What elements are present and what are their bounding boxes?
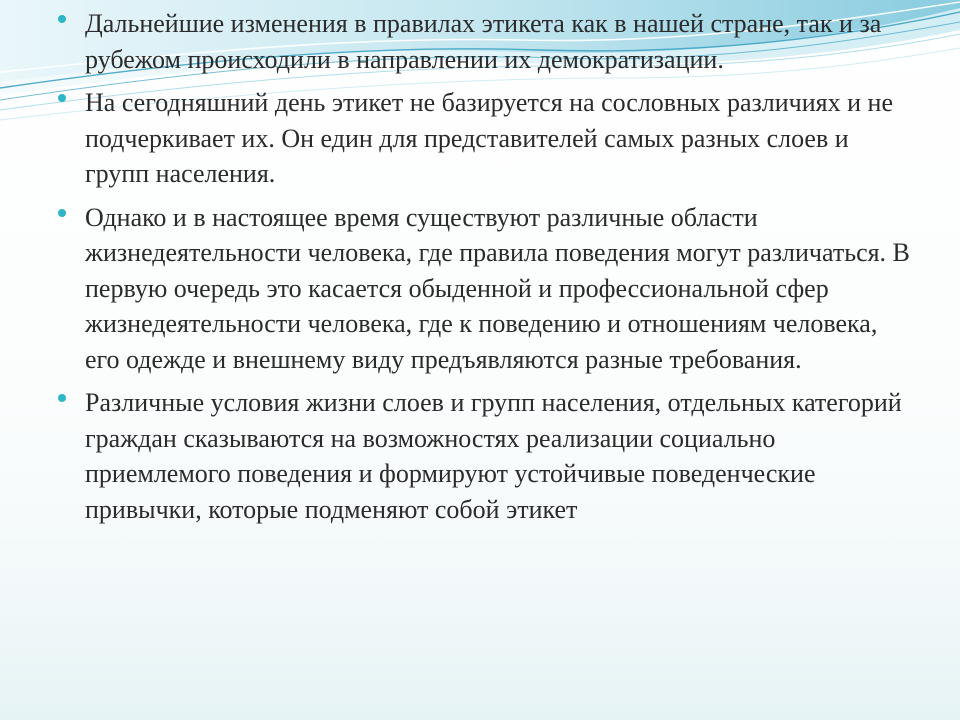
bullet-text-4: Различные условия жизни слоев и групп населения, отдельных категорий граждан сказываются на возможностях реализации социально приемлемого поведения и формируют устойчивые поведенческие привычки, которые подменяют собой этикет <box>85 388 902 524</box>
bullet-item-1 <box>58 6 918 77</box>
bullet-text-1: Дальнейшие изменения в правилах этикета как в нашей стране, так и за рубежом происходили в направлении их демократизации. <box>85 9 882 74</box>
bullet-item-3 <box>58 200 918 378</box>
bullet-dot-icon <box>58 394 66 402</box>
bullet-text-2: На сегодняшний день этикет не базируется на сословных различиях и не подчеркивает их. Он един для представителей самых разных слоев и групп населения. <box>85 88 893 188</box>
bullet-dot-icon <box>58 15 66 23</box>
bullet-item-4 <box>58 385 918 527</box>
bullet-list <box>58 6 918 535</box>
bullet-text-3: Однако и в настоящее время существуют различные области жизнедеятельности человека, где правила поведения могут различаться. В первую очередь это касается обыденной и профессиональной сфер жизнедеятельности человека, где к поведению и отношениям человека, его одежде и внешнему виду предъявляются разные требования. <box>85 202 910 374</box>
bullet-dot-icon <box>58 209 66 217</box>
bullet-dot-icon <box>58 94 66 102</box>
bullet-item-2 <box>58 85 918 192</box>
